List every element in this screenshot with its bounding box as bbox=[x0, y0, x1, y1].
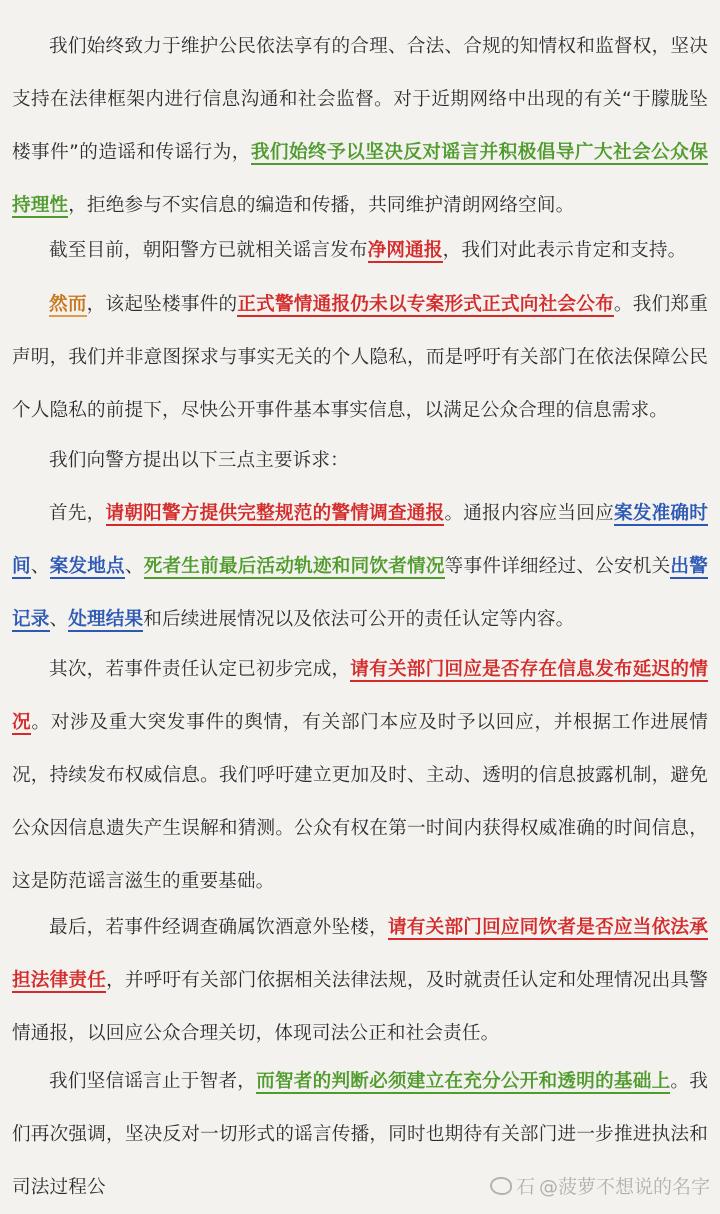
text-segment: 和后续进展情况以及依法可公开的责任认定等内容。 bbox=[143, 609, 575, 630]
text-segment: ，并呼吁有关部门依据相关法律法规，及时就责任认定和处理情况出具警情通报，以回应公众合理关切，体现司法公正和社会责任。 bbox=[12, 970, 708, 1044]
watermark-username: @菠萝不想说的名字 bbox=[538, 1176, 710, 1198]
highlight-orange: 然而 bbox=[49, 294, 87, 315]
weibo-watermark bbox=[490, 1172, 710, 1199]
paragraph-intro bbox=[12, 20, 708, 232]
text-segment: 首先， bbox=[49, 503, 106, 524]
text-segment: 其次，若事件责任认定已初步完成， bbox=[49, 659, 351, 680]
text-segment: ，该起坠楼事件的 bbox=[86, 294, 238, 315]
highlight-red: 请有关部门回应是否存在信息发布延迟的情况 bbox=[12, 659, 708, 733]
highlight-blue: 案发准确时间 bbox=[12, 503, 709, 577]
text-segment: 等事件详细经过、公安机关 bbox=[444, 556, 671, 577]
highlight-red: 净网通报 bbox=[367, 240, 443, 261]
text-segment: ，我们对此表示肯定和支持。 bbox=[442, 240, 687, 261]
text-segment: 。我们郑重声明，我们并非意图探求与事实无关的个人隐私，而是呼吁有关部门在依法保障公民个人隐私的前提下，尽快公开事件基本事实信息，以满足公众合理的信息需求。 bbox=[12, 294, 708, 421]
text-segment: ，拒绝参与不实信息的编造和传播，共同维护清朗网络空间。 bbox=[68, 195, 575, 216]
highlight-blue: 出警记录 bbox=[12, 556, 708, 630]
text-segment: 我们向警方提出以下三点主要诉求： bbox=[49, 450, 349, 471]
highlight-red: 正式警情通报仍未以专案形式正式向社会公布 bbox=[237, 294, 614, 315]
text-segment: 我们始终致力于维护公民依法享有的合理、合法、合规的知情权和监督权，坚决支持在法律框架内进行信息沟通和社会监督。对于近期网络中出现的有关“于朦胧坠楼事件”的造谣和传谣行为， bbox=[12, 36, 708, 163]
text-segment: 。对涉及重大突发事件的舆情，有关部门本应及时予以回应，并根据工作进展情况，持续发布权威信息。我们呼吁建立更加及时、主动、透明的信息披露机制，避免公众因信息遗失产生误解和猜测。公众有权在第一时间内获得权威准确的时间信息，这是防范谣言滋生的重要基础。 bbox=[12, 712, 708, 892]
highlight-blue: 处理结果 bbox=[68, 609, 144, 630]
text-segment: 。通报内容应当回应 bbox=[444, 503, 614, 524]
paragraph-three-demands-intro bbox=[12, 434, 708, 487]
highlight-green: 而智者的判断必须建立在充分公开和透明的基础上 bbox=[256, 1071, 671, 1092]
paragraph-first-demand bbox=[12, 487, 708, 646]
text-segment: 、 bbox=[49, 609, 69, 630]
highlight-red: 请有关部门回应同饮者是否应当依法承担法律责任 bbox=[12, 917, 708, 991]
text-segment: 、 bbox=[30, 556, 50, 577]
watermark-prefix: 石 bbox=[515, 1176, 535, 1198]
paragraph-police-notice bbox=[12, 224, 708, 277]
paragraph-third-demand bbox=[12, 901, 708, 1060]
highlight-green: 死者生前最后活动轨迹和同饮者情况 bbox=[143, 556, 445, 577]
highlight-red: 请朝阳警方提供完整规范的警情调查通报 bbox=[105, 503, 445, 524]
text-segment: 我们坚信谣言止于智者， bbox=[49, 1071, 257, 1092]
text-segment: 。我们再次强调，坚决反对一切形式的谣言传播，同时也期待有关部门进一步推进执法和司法过程公 bbox=[12, 1071, 708, 1198]
highlight-green: 我们始终予以坚决反对谣言并积极倡导广大社会公众保持理性 bbox=[12, 142, 708, 216]
text-segment: 、 bbox=[124, 556, 144, 577]
text-segment: 最后，若事件经调查确属饮酒意外坠楼， bbox=[49, 917, 388, 938]
paragraph-however bbox=[12, 278, 708, 437]
text-segment: 截至目前，朝阳警方已就相关谣言发布 bbox=[49, 240, 368, 261]
paragraph-second-demand bbox=[12, 643, 708, 908]
weibo-logo-icon bbox=[490, 1177, 512, 1195]
highlight-blue: 案发地点 bbox=[49, 556, 125, 577]
